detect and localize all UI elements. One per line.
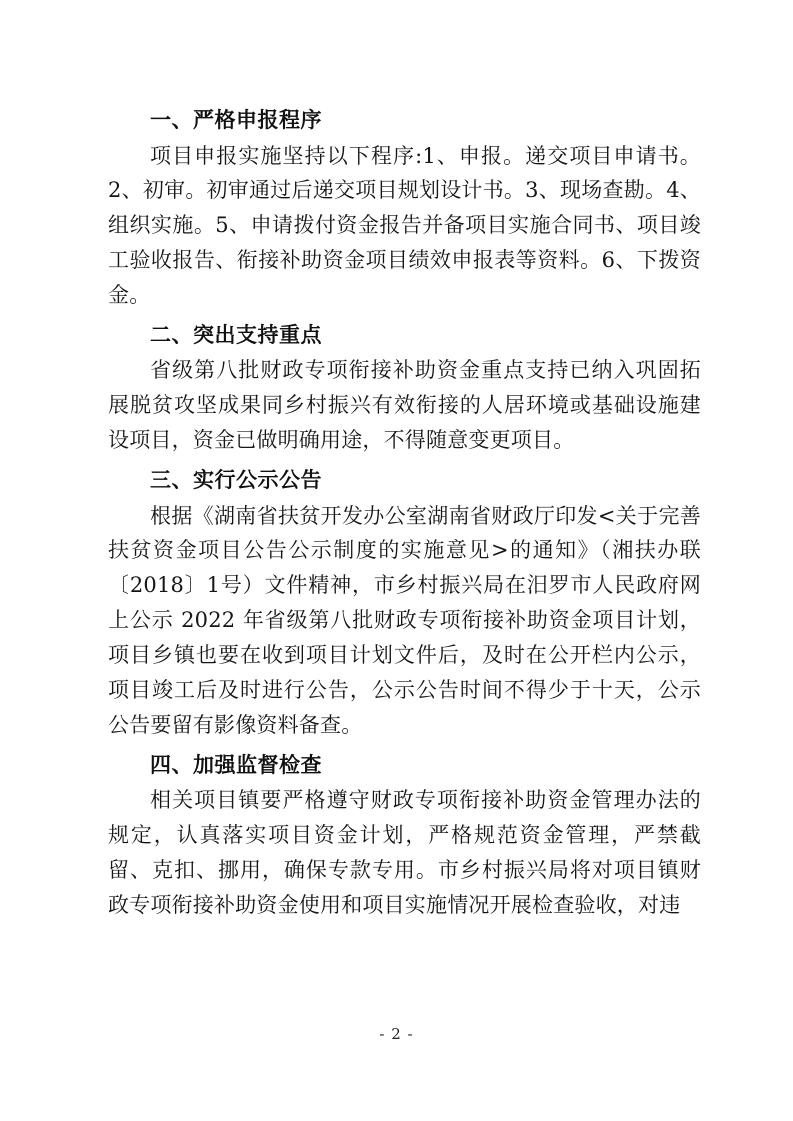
section-paragraph: 相关项目镇要严格遵守财政专项衔接补助资金管理办法的规定，认真落实项目资金计划，严格规范资金管理，严禁截留、克扣、挪用，确保专款专用。市乡村振兴局将对项目镇财政专项衔接补助资金使用和项目实施情况开展检查验收，对违 <box>108 788 701 917</box>
section-heading: 四、加强监督检查 <box>150 752 322 777</box>
section-heading: 三、实行公示公告 <box>150 467 322 492</box>
section-block <box>108 749 701 923</box>
section-block <box>108 319 701 458</box>
section-paragraph: 项目申报实施坚持以下程序:1、申报。递交项目申请书。2、初审。初审通过后递交项目规划设计书。3、现场查勘。4、组织实施。5、申请拨付资金报告并备项目实施合同书、项目竣工验收报告、衔接补助资金项目绩效申报表等资料。6、下拨资金。 <box>108 143 701 307</box>
page-number: - 2 - <box>379 1025 414 1043</box>
document-body <box>108 104 701 923</box>
section-heading: 一、严格申报程序 <box>150 108 322 132</box>
section-paragraph: 根据《湖南省扶贫开发办公室湖南省财政厅印发<关于完善扶贫资金项目公告公示制度的实施意见>的通知》（湘扶办联〔2018〕1号）文件精神，市乡村振兴局在汨罗市人民政府网上公示 2022 年省级第八批财政专项衔接补助资金项目计划，项目乡镇也要在收到项目计划文件后，及时在公开栏内公示，项目竣工后及时进行公告，公示公告时间不得少于十天，公示公告要留有影像资料备查。 <box>108 503 701 737</box>
section-block <box>108 104 701 313</box>
section-paragraph: 省级第八批财政专项衔接补助资金重点支持已纳入巩固拓展脱贫攻坚成果同乡村振兴有效衔接的人居环境或基础设施建设项目，资金已做明确用途，不得随意变更项目。 <box>108 358 701 453</box>
section-heading: 二、突出支持重点 <box>150 322 322 347</box>
section-block <box>108 464 701 743</box>
